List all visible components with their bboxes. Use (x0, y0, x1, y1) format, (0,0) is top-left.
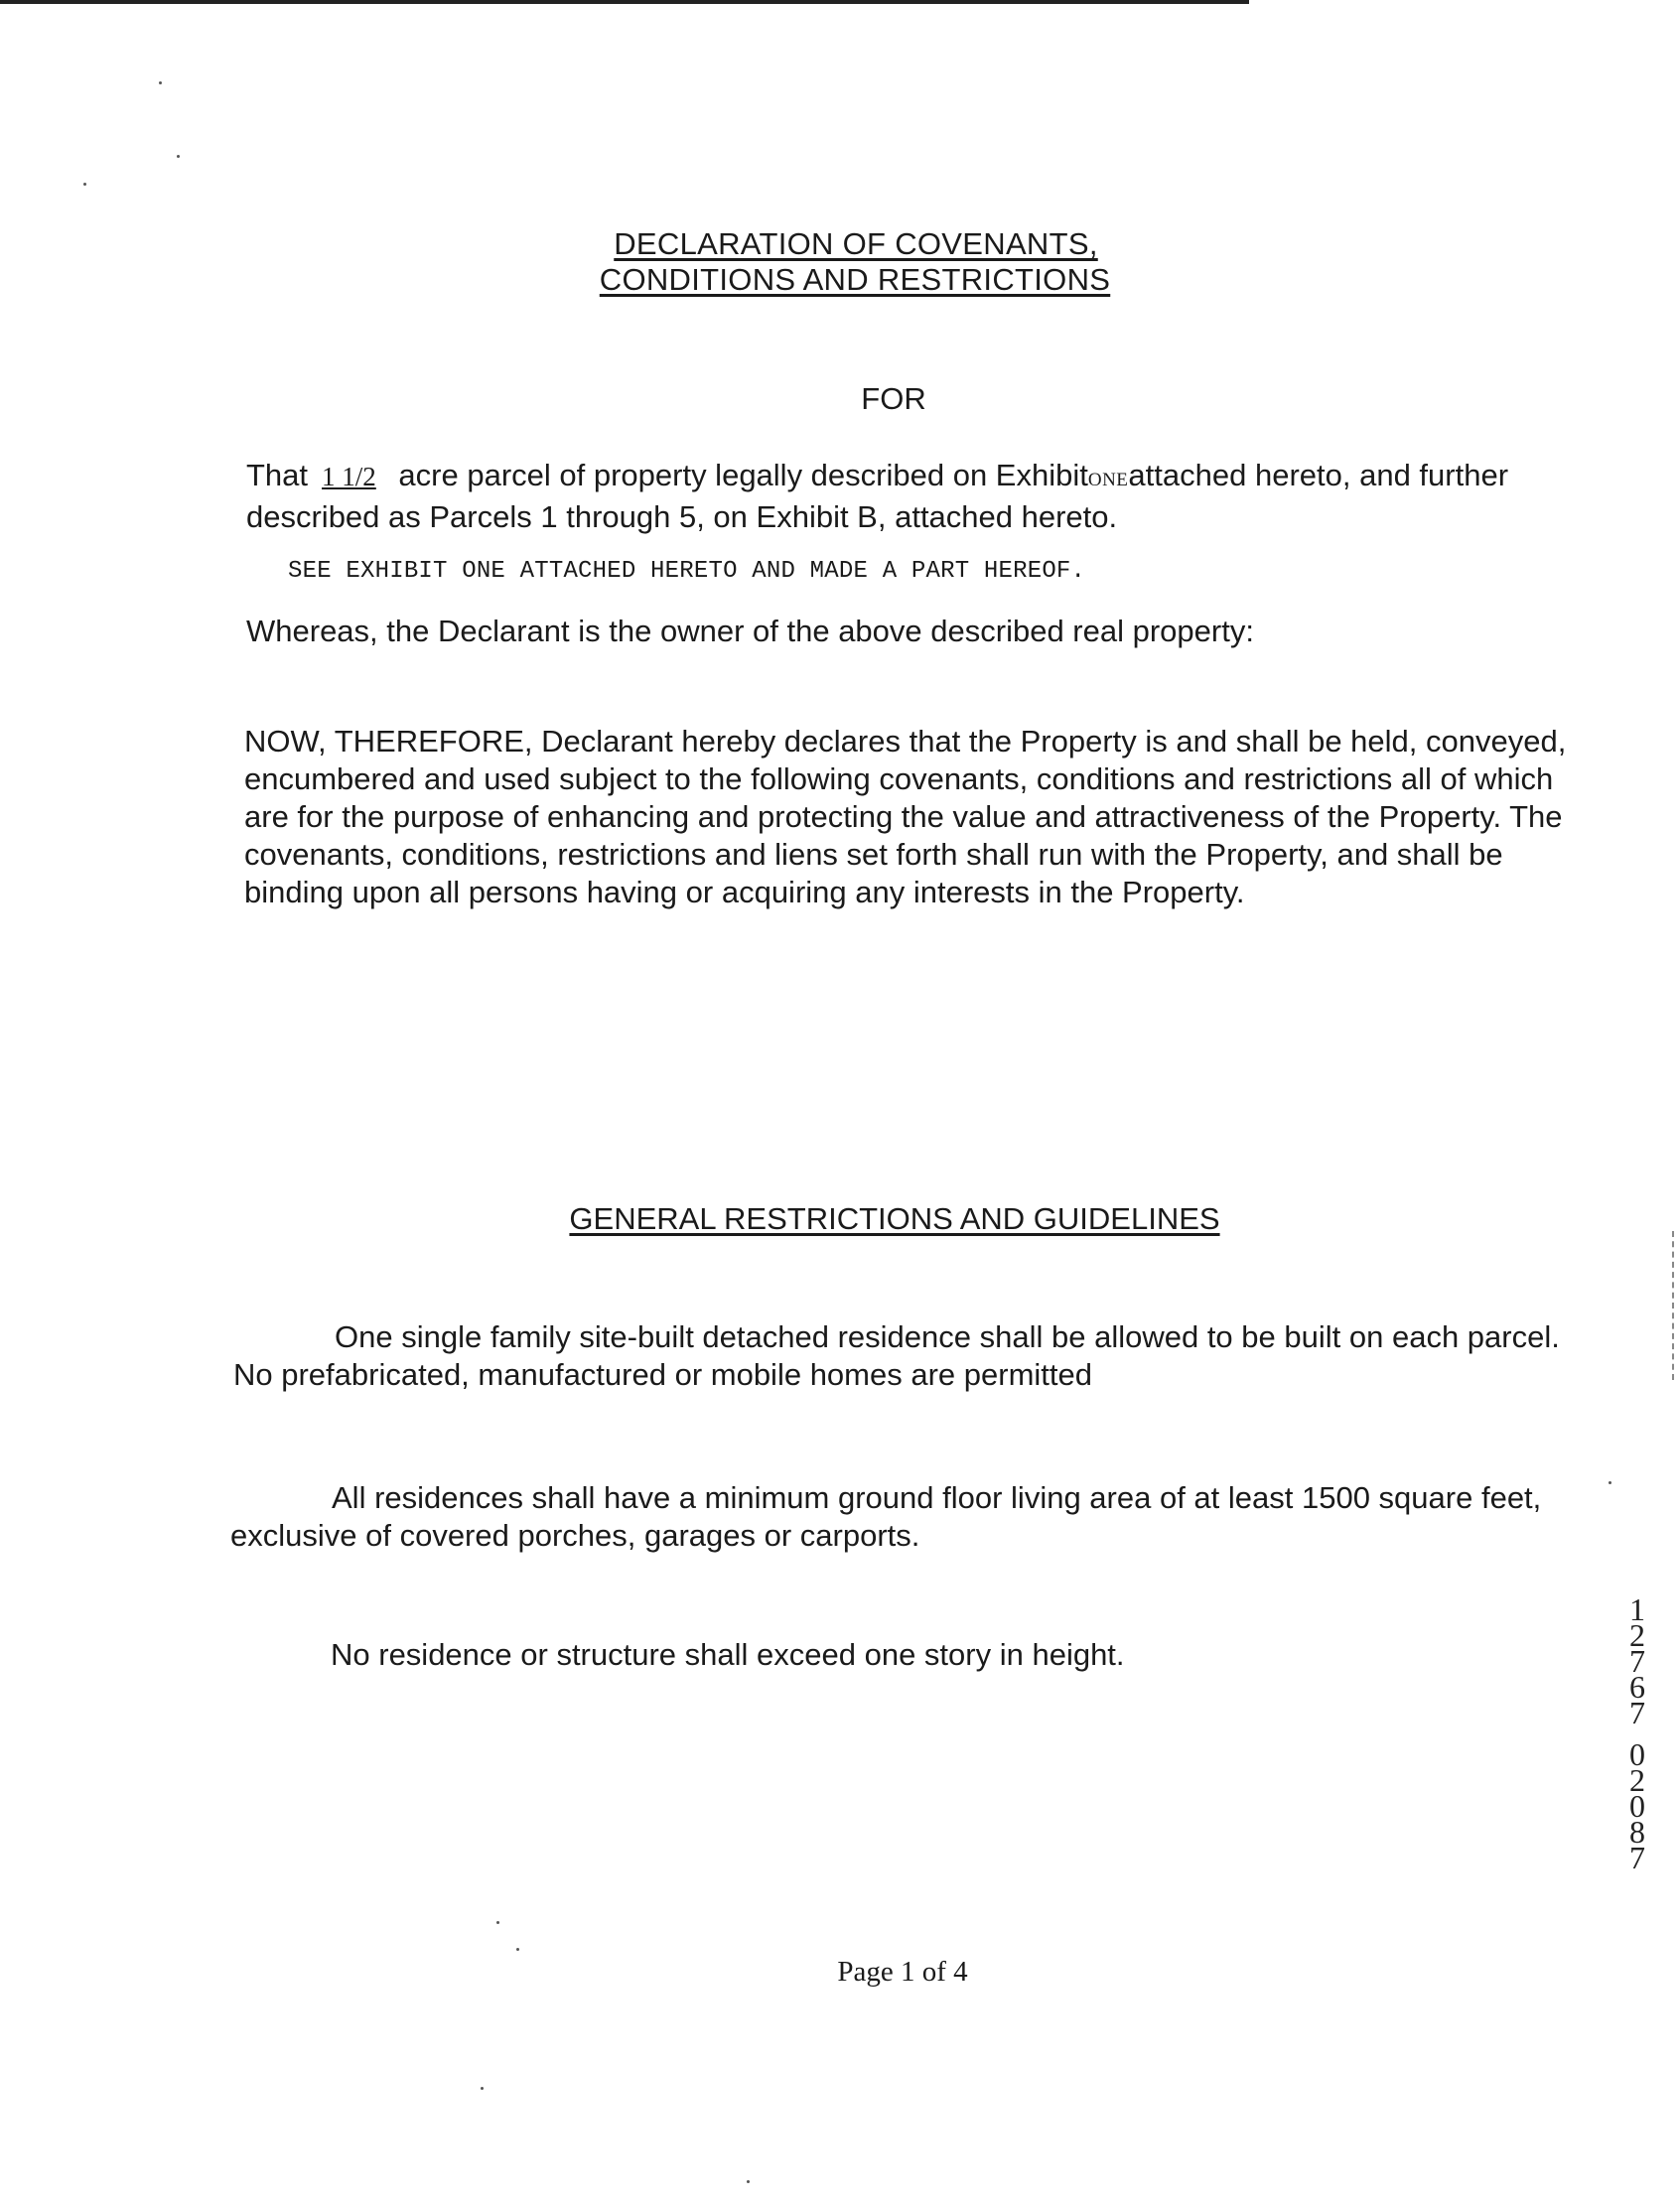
stamp-digit: 6 (1629, 1669, 1645, 1705)
for-label: FOR (861, 381, 926, 416)
scan-speck (747, 2180, 750, 2183)
stamp-digit: 7 (1629, 1643, 1645, 1679)
stamp-digit: 0 (1629, 1736, 1645, 1772)
stamp-digit: 7 (1629, 1840, 1645, 1875)
scan-speck (1609, 1481, 1611, 1484)
stamp-digit: 0 (1629, 1788, 1645, 1824)
intro-text-a: acre parcel of property legally described on Exhibit (398, 458, 1088, 492)
stamp-digit: 7 (1629, 1695, 1645, 1730)
scan-speck (516, 1948, 519, 1951)
stamp-digit: 2 (1629, 1617, 1645, 1653)
scan-edge-marks (1672, 1231, 1676, 1380)
whereas-paragraph: Whereas, the Declarant is the owner of the above described real property: (246, 614, 1254, 648)
that-word: That (246, 458, 309, 492)
margin-record-stamp (1623, 1591, 1651, 1875)
stamp-digit: 1 (1629, 1591, 1645, 1627)
scan-speck (481, 2087, 484, 2090)
stamp-digit: 2 (1629, 1762, 1645, 1798)
section-heading: GENERAL RESTRICTIONS AND GUIDELINES (569, 1201, 1220, 1236)
acreage-fill: 1 1/2 (322, 462, 376, 491)
intro-text-b: attached hereto, and further described as Parcels 1 through 5, on Exhibit B, attached hereto. (246, 458, 1509, 534)
scan-speck (177, 155, 180, 158)
exhibit-fill: ONE (1087, 470, 1129, 490)
scan-edge-line (0, 0, 1249, 4)
title-line-2: CONDITIONS AND RESTRICTIONS (599, 262, 1111, 297)
now-therefore-paragraph: NOW, THEREFORE, Declarant hereby declares that the Property is and shall be held, conveyed, encumbered and used subject to the following covenants, conditions and restrictions all of which are for the purpose of enhancing and protecting the value and attractiveness of the Property. The covenants, conditions, restrictions and liens set forth shall run with the Property, and shall be binding upon all persons having or acquiring any interests in the Property. (244, 724, 1567, 909)
restriction-paragraph-1: One single family site-built detached residence shall be allowed to be built on each parcel. No prefabricated, manufactured or mobile homes are permitted (233, 1319, 1560, 1392)
scan-speck (159, 81, 162, 84)
intro-paragraph (246, 457, 1577, 535)
typed-exhibit-line: SEE EXHIBIT ONE ATTACHED HERETO AND MADE A PART HEREOF. (288, 558, 1086, 585)
restriction-paragraph-3: No residence or structure shall exceed one story in height. (331, 1637, 1125, 1672)
stamp-digit: 8 (1629, 1814, 1645, 1850)
scan-speck (496, 1921, 499, 1924)
restriction-paragraph-2: All residences shall have a minimum ground floor living area of at least 1500 square feet, exclusive of covered porches, garages or carports. (230, 1480, 1542, 1553)
page-number: Page 1 of 4 (837, 1956, 968, 1988)
title-line-1: DECLARATION OF COVENANTS, (614, 226, 1098, 261)
scan-speck (83, 183, 86, 186)
